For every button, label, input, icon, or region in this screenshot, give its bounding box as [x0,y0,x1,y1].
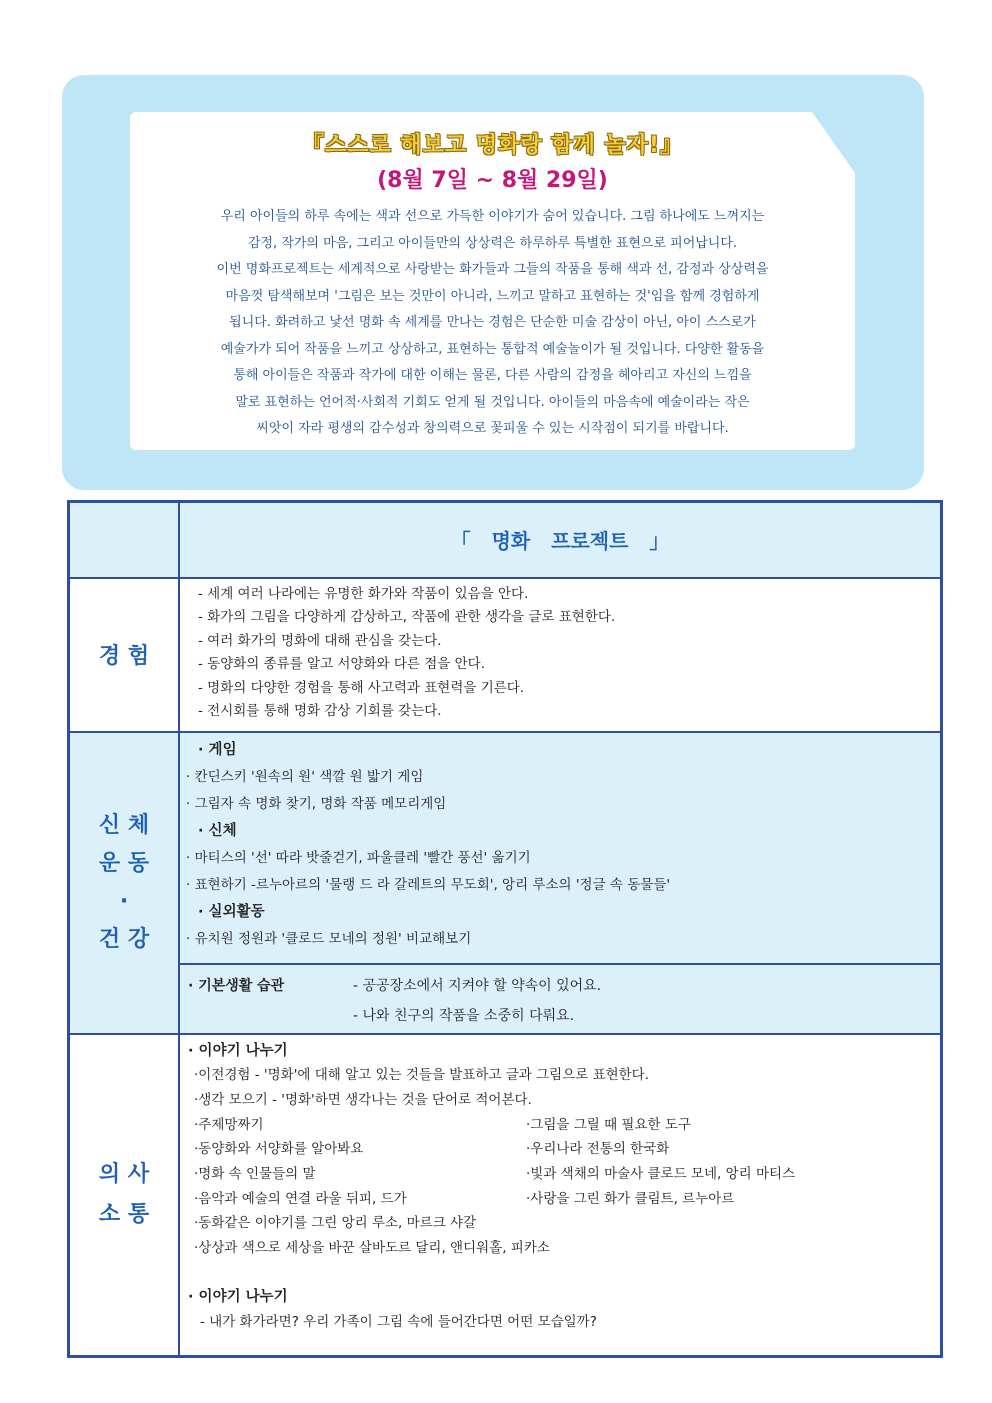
intro-line: 우리 아이들의 하루 속에는 색과 선으로 가득한 이야기가 숨어 있습니다. 그림 하나에도 느껴지는 [220,209,765,224]
banner-dates: (8월 7일 ~ 8월 29일) [377,168,608,193]
decorative-drop [884,280,914,310]
pair-left: ·동양화와 서양화를 알아봐요 [194,1141,364,1158]
experience-line: - 화가의 그림을 다양하게 감상하고, 작품에 관한 생각을 글로 표현한다. [198,609,616,625]
habit-spacer [188,1001,353,1031]
experience-line: - 동양화의 종류를 알고 서양화와 다른 점을 안다. [198,656,485,672]
communication-line: ·동화같은 이야기를 그린 앙리 루소, 마르크 샤갈 [194,1215,477,1232]
physical-label-line: 운 동 [98,850,150,876]
physical-item: · 표현하기 -르누아르의 '물랭 드 라 갈레트의 무도회', 앙리 루소의 '정글 속 동물들' [186,876,671,893]
pair-right: ·그림을 그릴 때 필요한 도구 [526,1116,691,1133]
communication-label [69,1034,180,1357]
intro-line: 됩니다. 화려하고 낯선 명화 속 세계를 만나는 경험은 단순한 미술 감상이 아닌, 아이 스스로가 [229,315,756,330]
banner-title: 『스스로 해보고 명화랑 함께 놀자!』 [302,133,683,158]
pair-right: ·사랑을 그린 화가 클림트, 르누아르 [526,1190,735,1207]
section-head-game: · 게임 [198,741,237,758]
project-title-text: 명화 프로젝트 [491,529,629,554]
banner-intro [145,204,840,443]
bracket-close: 」 [649,529,670,554]
communication-pair [188,1187,940,1212]
communication-pair [188,1137,940,1162]
pair-left: ·음악과 예술의 연결 라울 뒤피, 드가 [194,1190,407,1207]
communication-label-line: 소 통 [98,1201,150,1227]
section-head-body: · 신체 [198,822,237,839]
communication-line: ·생각 모으기 - '명화'하면 생각나는 것을 단어로 적어본다. [194,1091,532,1108]
intro-line: 통해 아이들은 작품과 작가에 대한 이해는 물론, 다른 사람의 감정을 헤아리고 자신의 느낌을 [233,368,752,383]
communication-pair [188,1113,940,1138]
physical-item: · 마티스의 '선' 따라 밧줄걷기, 파울클레 '빨간 풍선' 옮기기 [186,849,531,866]
experience-line: - 전시회를 통해 명화 감상 기회를 갖는다. [198,703,442,719]
section-head-talk-2: · 이야기 나누기 [188,1288,288,1305]
communication-line: ·상상과 색으로 세상을 바꾼 살바도르 달리, 앤디워홀, 피카소 [194,1240,550,1257]
communication-line: - 내가 화가라면? 우리 가족이 그림 속에 들어간다면 어떤 모습일까? [200,1313,597,1330]
physical-label-line: · [119,888,129,914]
intro-line: 이번 명화프로젝트는 세계적으로 사랑받는 화가들과 그들의 작품을 통해 색과 선, 감정과 상상력을 [216,262,769,277]
experience-line: - 명화의 다양한 경험을 통해 사고력과 표현력을 기른다. [198,679,525,696]
experience-label: 경 험 [69,578,180,732]
communication-content [179,1034,942,1357]
project-title [179,502,942,578]
experience-line: - 세계 여러 나라에는 유명한 화가와 작품이 있음을 안다. [198,585,529,602]
pair-right: ·빛과 색채의 마술사 클로드 모네, 앙리 마티스 [526,1166,796,1183]
project-table [67,500,943,1358]
physical-item: · 그림자 속 명화 찾기, 명화 작품 메모리게임 [186,795,447,812]
physical-content [179,732,942,964]
pair-right: ·우리나라 전통의 한국화 [526,1141,670,1158]
physical-label [69,732,180,1034]
intro-line: 예술가가 되어 작품을 느끼고 상상하고, 표현하는 통합적 예술놀이가 될 것입니다. 다양한 활동을 [220,341,765,357]
intro-line: 말로 표현하는 언어적·사회적 기회도 얻게 될 것입니다. 아이들의 마음속에 예술이라는 작은 [235,394,750,410]
bracket-open: 「 [450,529,471,554]
intro-line: 감정, 작가의 마음, 그리고 아이들만의 상상력은 하루하루 특별한 표현으로 피어납니다. [247,235,738,251]
habit-item: - 공공장소에서 지켜야 할 약속이 있어요. [353,977,602,994]
intro-line: 마음껏 탐색해보며 '그림은 보는 것만이 아니라, 느끼고 말하고 표현하는 것'임을 함께 경험하게 [225,288,760,304]
habit-head: · 기본생활 습관 [188,977,285,994]
communication-pair [188,1162,940,1187]
pair-left: ·주제망짜기 [194,1116,264,1133]
intro-line: 씨앗이 자라 평생의 감수성과 창의력으로 꽃피울 수 있는 시작점이 되기를 바랍니다. [256,421,729,436]
physical-item: · 유치원 정원과 '클로드 모네의 정원' 비교해보기 [186,930,472,947]
experience-content [179,578,942,732]
physical-item: · 칸딘스키 '원속의 원' 색깔 원 밟기 게임 [186,768,424,785]
habit-item: - 나와 친구의 작품을 소중히 다뤄요. [353,1007,575,1024]
communication-label-line: 의 사 [98,1161,150,1187]
pair-left: ·명화 속 인물들의 말 [194,1166,316,1183]
habit-content [179,964,942,1034]
blank-spacer [188,1261,940,1285]
physical-label-line: 건 강 [98,926,150,952]
section-head-talk: · 이야기 나누기 [188,1042,288,1059]
experience-line: - 여러 화가의 명화에 대해 관심을 갖는다. [198,632,442,649]
communication-line: ·이전경험 - '명화'에 대해 알고 있는 것들을 발표하고 글과 그림으로 표현한다. [194,1067,650,1084]
physical-label-line: 신 체 [98,812,150,838]
section-head-outdoor: · 실외활동 [198,903,265,920]
header-empty-cell [69,502,180,578]
